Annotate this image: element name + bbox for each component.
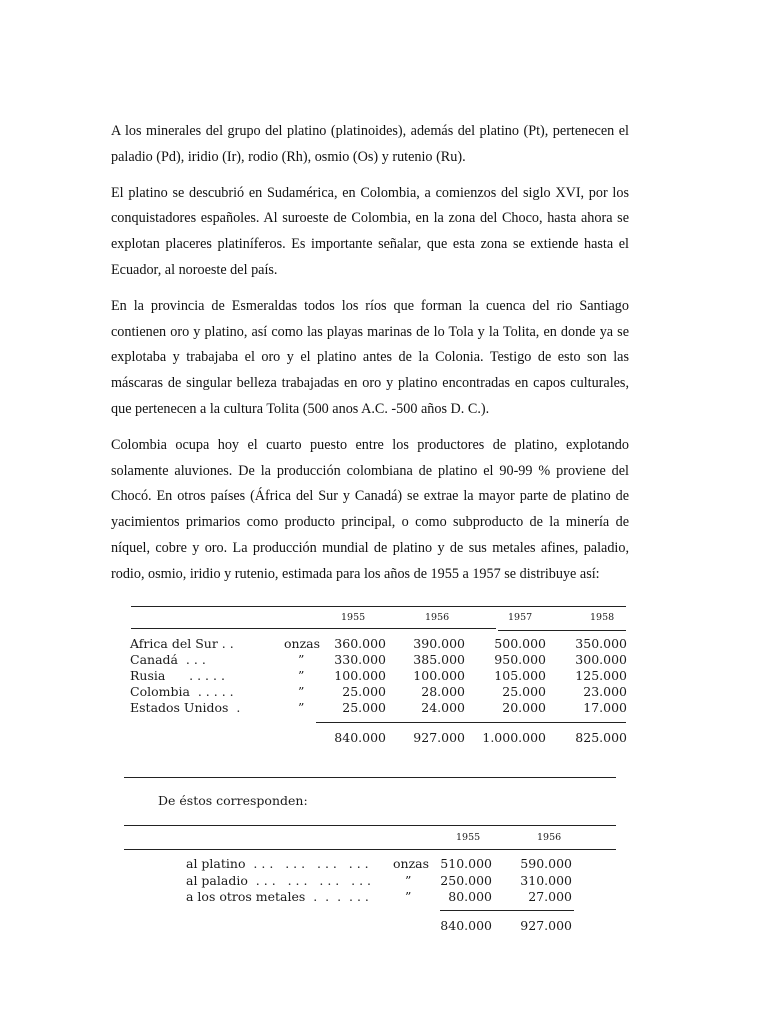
table-top-rule: [131, 606, 626, 607]
total-cell: 840.000: [440, 918, 492, 933]
total-cell: 1.000.000: [482, 730, 546, 745]
body-text: [111, 119, 629, 598]
year-header-1955: 1955: [456, 832, 481, 843]
value-cell: 100.000: [413, 668, 465, 683]
header-rule-right: [498, 630, 626, 631]
year-header-1956: 1956: [425, 612, 450, 623]
value-cell: 105.000: [494, 668, 546, 683]
totals-rule: [316, 722, 626, 723]
value-cell: 24.000: [421, 700, 465, 715]
value-cell: 300.000: [575, 652, 627, 667]
value-cell: 25.000: [342, 700, 386, 715]
table2-totals-rule: [440, 910, 574, 911]
country-label: Rusia . . . . .: [130, 668, 225, 683]
total-cell: 927.000: [413, 730, 465, 745]
breakdown-heading: De éstos corresponden:: [158, 793, 308, 808]
country-label: Canadá . . .: [130, 652, 206, 667]
value-cell: 28.000: [421, 684, 465, 699]
value-cell: 950.000: [494, 652, 546, 667]
value-cell: 17.000: [583, 700, 627, 715]
value-cell: 25.000: [502, 684, 546, 699]
paragraph-4: Colombia ocupa hoy el cuarto puesto entre los productores de platino, explotando solamente aluviones. De la producción colombiana de platino el 90-99 % proviene del Chocó. En otros países (África del Sur y Canadá) se extrae la mayor parte de platino de yacimientos primarios como producto principal, o como subproducto de la minería de níquel, cobre y oro. La producción mundial de platino y de sus metales afines, paladio, rodio, osmio, iridio y rutenio, estimada para los años de 1955 a 1957 se distribuye así:: [111, 436, 629, 582]
value-cell: 350.000: [575, 636, 627, 651]
value-cell: 500.000: [494, 636, 546, 651]
year-header-1958: 1958: [590, 612, 615, 623]
value-cell: 25.000: [342, 684, 386, 699]
country-label: Africa del Sur . .: [130, 636, 234, 651]
value-cell: 20.000: [502, 700, 546, 715]
unit-label: ”: [298, 684, 305, 699]
value-cell: 385.000: [413, 652, 465, 667]
unit-label: onzas: [393, 856, 430, 871]
value-cell: 510.000: [440, 856, 492, 871]
country-label: Estados Unidos .: [130, 700, 241, 715]
table2-top-rule: [124, 825, 616, 826]
total-cell: 825.000: [575, 730, 627, 745]
metal-label: al platino . . . . . . . . . . . .: [186, 856, 369, 871]
unit-label: ”: [298, 700, 305, 715]
value-cell: 390.000: [413, 636, 465, 651]
year-header-1957: 1957: [508, 612, 533, 623]
year-header-1956: 1956: [537, 832, 562, 843]
value-cell: 590.000: [520, 856, 572, 871]
value-cell: 250.000: [440, 873, 492, 888]
year-header-1955: 1955: [341, 612, 366, 623]
value-cell: 125.000: [575, 668, 627, 683]
header-rule-left: [131, 628, 496, 629]
value-cell: 100.000: [334, 668, 386, 683]
unit-label: onzas: [284, 636, 321, 651]
paragraph-3: En la provincia de Esmeraldas todos los ríos que forman la cuenca del rio Santiago contienen oro y platino, así como las playas marinas de lo Tola y la Tolita, en donde ya se explotaba y trabajaba el oro y el platino antes de la Colonia. Testigo de esto son las máscaras de singular belleza trabajadas en oro y platino encontradas en capos culturales, que pertenecen a la cultura Tolita (500 anos A.C. -500 años D. C.).: [111, 297, 629, 417]
metal-label: al paladio . . . . . . . . . . . .: [186, 873, 372, 888]
paragraph-1: A los minerales del grupo del platino (platinoides), además del platino (Pt), pertenecen el paladio (Pd), iridio (Ir), rodio (Rh), osmio (Os) y rutenio (Ru).: [111, 123, 629, 165]
total-cell: 927.000: [520, 918, 572, 933]
table2-header-rule: [124, 849, 616, 850]
metal-label: a los otros metales . . . . . .: [186, 889, 369, 904]
value-cell: 360.000: [334, 636, 386, 651]
unit-label: ”: [405, 873, 412, 888]
value-cell: 310.000: [520, 873, 572, 888]
total-cell: 840.000: [334, 730, 386, 745]
country-label: Colombia . . . . .: [130, 684, 234, 699]
section-rule: [124, 777, 616, 778]
value-cell: 80.000: [448, 889, 492, 904]
unit-label: ”: [298, 668, 305, 683]
unit-label: ”: [405, 889, 412, 904]
paragraph-2: El platino se descubrió en Sudamérica, en Colombia, a comienzos del siglo XVI, por los conquistadores españoles. Al suroeste de Colombia, en la zona del Choco, hasta ahora se explotan placeres platiníferos. Es importante señalar, que esta zona se extiende hasta el Ecuador, al noroeste del país.: [111, 184, 629, 278]
unit-label: ”: [298, 652, 305, 667]
value-cell: 330.000: [334, 652, 386, 667]
value-cell: 23.000: [583, 684, 627, 699]
value-cell: 27.000: [528, 889, 572, 904]
